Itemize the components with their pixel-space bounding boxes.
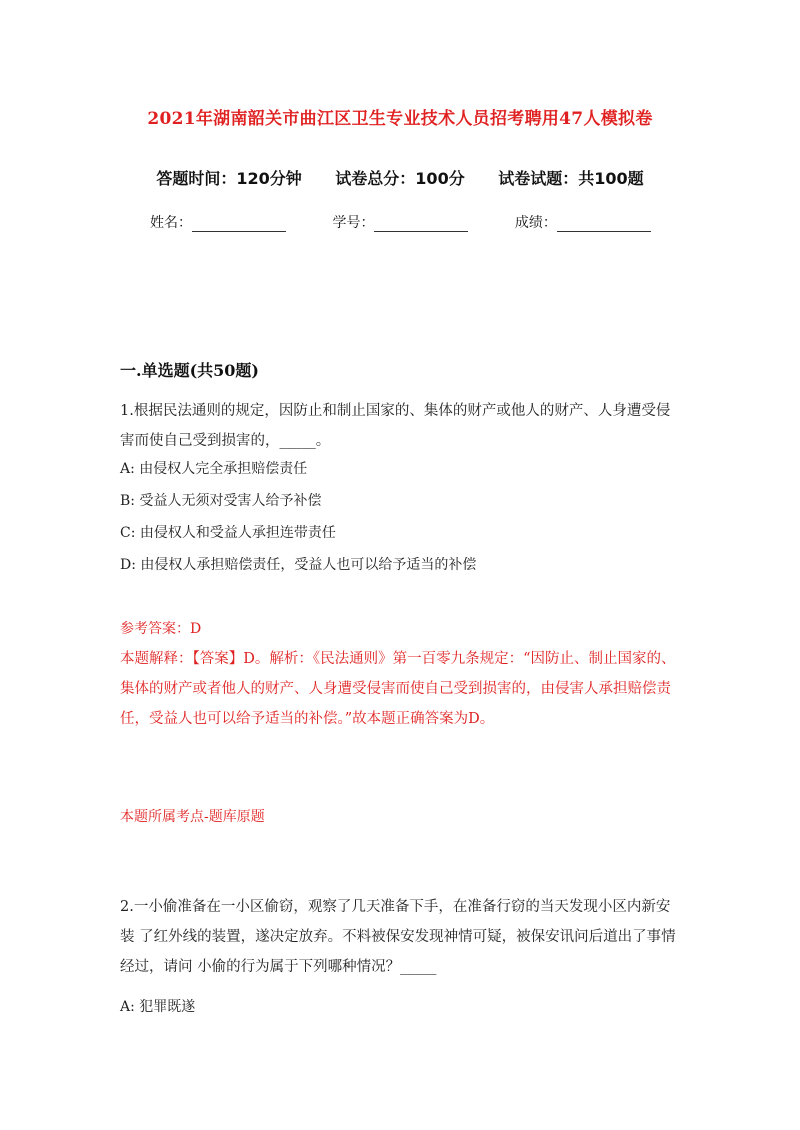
section-heading: 一.单选题(共50题) bbox=[120, 361, 259, 380]
exam-meta bbox=[0, 166, 800, 189]
question-1-text: 1.根据民法通则的规定，因防止和制止国家的、集体的财产或他人的财产、人身遭受侵害而使自己受到损害的，_____。 bbox=[120, 403, 671, 449]
name-label: 姓名： bbox=[150, 215, 192, 231]
id-label: 学号： bbox=[332, 215, 375, 231]
name-field bbox=[150, 212, 286, 232]
id-field bbox=[332, 212, 468, 232]
score-blank bbox=[557, 217, 651, 232]
question-1-option-a: A: 由侵权人完全承担赔偿责任 bbox=[120, 461, 308, 477]
question-1-option-b: B: 受益人无须对受害人给予补偿 bbox=[120, 493, 322, 509]
student-info-fields bbox=[150, 212, 710, 232]
question-2-option-a: A: 犯罪既遂 bbox=[120, 999, 196, 1015]
question-1-option-c: C: 由侵权人和受益人承担连带责任 bbox=[120, 525, 336, 541]
exam-time: 答题时间：120分钟 bbox=[156, 169, 302, 188]
exam-question-count: 试卷试题：共100题 bbox=[498, 169, 644, 188]
exam-total-score: 试卷总分：100分 bbox=[335, 169, 465, 188]
score-field bbox=[515, 212, 651, 232]
question-1-topic: 本题所属考点-题库原题 bbox=[120, 809, 265, 825]
question-1-explanation: 本题解释：【答案】D。解析：《民法通则》第一百零九条规定：“因防止、制止国家的、集体的财产或者他人的财产、人身遭受侵害而使自己受到损害的，由侵害人承担赔偿责任，受益人也可以给予适当的补偿。”故本题正确答案为D。 bbox=[120, 651, 676, 727]
question-2-text: 2.一小偷准备在一小区偷窃，观察了几天准备下手，在准备行窃的当天发现小区内新安装 了红外线的装置，遂决定放弃。不料被保安发现神情可疑，被保安讯问后道出了事情经过，请问 小偷的行为属于下列哪种情况？_____ bbox=[120, 899, 676, 975]
question-1-answer: 参考答案：D bbox=[120, 621, 202, 637]
exam-title: 2021年湖南韶关市曲江区卫生专业技术人员招考聘用47人模拟卷 bbox=[147, 109, 653, 129]
id-blank bbox=[374, 217, 468, 232]
question-1-option-d: D: 由侵权人承担赔偿责任，受益人也可以给予适当的补偿 bbox=[120, 557, 477, 573]
name-blank bbox=[192, 217, 286, 232]
score-label: 成绩： bbox=[514, 215, 557, 231]
